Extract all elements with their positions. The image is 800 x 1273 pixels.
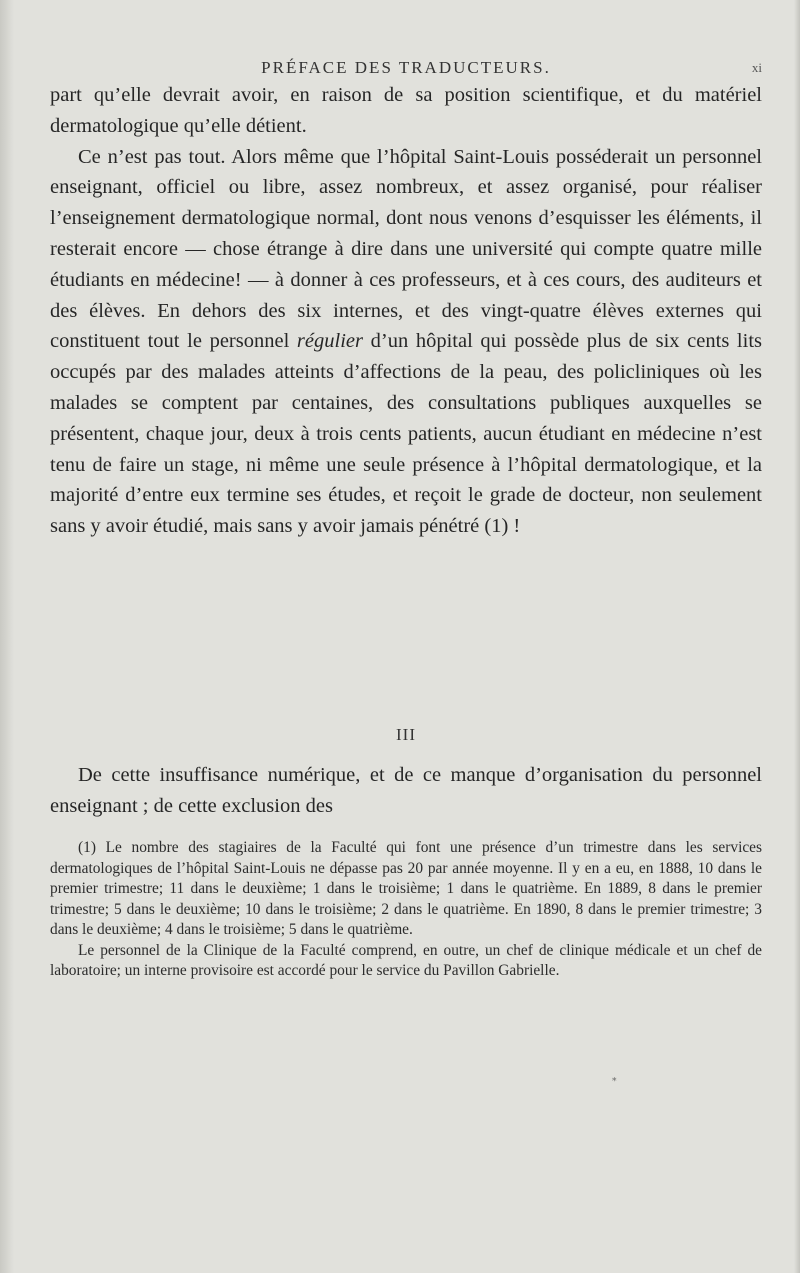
section-number: III <box>396 725 416 744</box>
footnote-1: (1) Le nombre des stagiaires de la Faculté qui font une présence d’un trimestre dans les services dermatologiques de l’hôpital Saint-Louis ne dépasse pas 20 par année moyenne. Il y en a eu, en 1888, 10 dans le premier trimestre; 11 dans le deuxième; 1 dans le troisième; 1 dans le quatrième. En 1889, 8 dans le premier trimestre; 5 dans le deuxième; 10 dans le troisième; 2 dans le quatrième. En 1890, 8 dans le premier trimestre; 3 dans le deuxième; 4 dans le troisième; 5 dans le quatrième. <box>50 839 762 938</box>
main-text-continued <box>50 760 762 822</box>
paragraph-3: De cette insuffisance numérique, et de ce manque d’organisation du personnel enseignant ; de cette exclusion des <box>50 764 762 817</box>
printer-mark: * <box>612 1077 617 1087</box>
paragraph-2-part-1: Ce n’est pas tout. Alors même que l’hôpital Saint-Louis posséderait un personnel enseignant, officiel ou libre, assez nombreux, et assez organisé, pour réaliser l’enseignement dermatologique normal, dont nous venons d’esquisser les éléments, il resterait encore — chose étrange à dire dans une université qui compte quatre mille étudiants en médecine! — à donner à ces professeurs, et à ces cours, des auditeurs et des élèves. En dehors des six internes, et des vingt-quatre élèves externes qui constituent tout le personnel <box>50 145 762 353</box>
running-head: PRÉFACE DES TRADUCTEURS. <box>261 58 551 77</box>
page-right-edge <box>794 0 800 1273</box>
page-number: xi <box>751 60 762 75</box>
footnote-2: Le personnel de la Clinique de la Faculté comprend, en outre, un chef de clinique médicale et un chef de laboratoire; un interne provisoire est accordé pour le service du Pavillon Gabrielle. <box>50 941 762 979</box>
main-text <box>50 80 762 542</box>
page-left-edge <box>0 0 14 1273</box>
page-header <box>50 58 762 82</box>
paragraph-2-part-2: d’un hôpital qui possède plus de six cents lits occupés par des malades atteints d’affections de la peau, des policliniques où les malades se comptent par centaines, des consultations publiques auxquelles se présentent, chaque jour, deux à trois cents patients, aucun étudiant en médecine n’est tenu de faire un stage, ni même une seule présence à l’hôpital dermatologique, et la majorité d’entre eux termine ses études, et reçoit le grade de docteur, non seulement sans y avoir étudié, mais sans y avoir jamais pénétré (1) ! <box>50 330 762 538</box>
footnotes <box>50 838 762 982</box>
paragraph-2 <box>50 142 762 542</box>
italic-word-regulier: régulier <box>296 330 363 353</box>
paragraph-1: part qu’elle devrait avoir, en raison de sa position scientifique, et du matériel dermatologique qu’elle détient. <box>50 84 762 137</box>
